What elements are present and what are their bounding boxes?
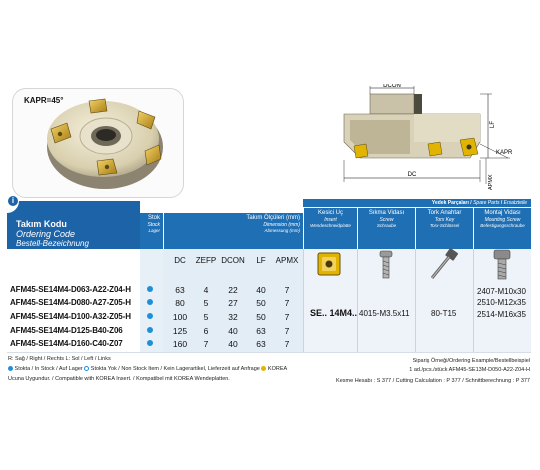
cell-lf: 50 (256, 312, 266, 322)
in-stock-dot (147, 340, 153, 346)
cell-dcon: 40 (228, 339, 238, 349)
divider (415, 249, 416, 352)
cell-apmx: 7 (284, 312, 290, 322)
insert-header: Kesici Uç Insert Wendeschneidplatte (303, 208, 357, 249)
cell-apmx: 7 (284, 326, 290, 336)
cell-apmx: 7 (284, 298, 290, 308)
table-bottom-line (7, 352, 531, 353)
in-stock-dot (147, 327, 153, 333)
cell-zefp: 5 (203, 312, 209, 322)
non-stock-legend-icon (84, 366, 89, 371)
col-dcon: DCON (221, 256, 245, 265)
cutter-technical-drawing (330, 84, 530, 196)
cell-apmx: 7 (284, 285, 290, 295)
ordering-example-label: Sipariş Örneği/Ordering Example/Bestellbeispiel (412, 358, 530, 364)
mounting-screw-code: 2514-M16x35 (477, 310, 526, 319)
cell-lf: 63 (256, 339, 266, 349)
kapr-label: KAPR (496, 150, 513, 156)
divider (357, 249, 358, 352)
korea-insert-icon (261, 366, 266, 371)
footer-compatibility: Ucuna Uygundur. / Compatible with KOREA Insert. / Kompatibel mit KOREA Wendeplatten. (8, 376, 230, 382)
cutting-calculation: Kesme Hesabı : S 377 / Cutting Calculation : P 377 / Schnittberechnung : P 377 (336, 378, 530, 384)
dcon-label: DCON (383, 84, 401, 89)
cell-dcon: 27 (228, 298, 238, 308)
cell-dcon: 32 (228, 312, 238, 322)
cell-apmx: 7 (284, 339, 290, 349)
lf-label: LF (490, 120, 496, 128)
cell-lf: 50 (256, 298, 266, 308)
torx-key-code: 80-T15 (431, 309, 457, 318)
in-stock-dot (147, 286, 153, 292)
col-apmx: APMX (275, 256, 299, 265)
cell-dcon: 22 (228, 285, 238, 295)
in-stock-dot (147, 313, 153, 319)
insert-code: SE.. 14M4.. (310, 308, 358, 318)
info-icon: i (8, 196, 18, 206)
stock-header: Stok Stock Lager (140, 213, 163, 249)
screw-header: Sıkma Vidası Screw Schraube (357, 208, 415, 249)
kapr-angle-label: KAPR=45° (24, 96, 64, 105)
footer-legend-stock: Stokta / In Stock / Auf Lager Stokta Yok / Non Stock Item / Kein Lagerartikel, Lieferzeit auf Anfrage KOREA (8, 366, 287, 372)
ordering-code: AFM45-SE14M4-D080-A27-Z05-H (10, 298, 131, 307)
milling-cutter-photo (13, 89, 184, 198)
screw-code: 4015-M3.5x11 (359, 309, 410, 318)
cell-dc: 160 (172, 339, 188, 349)
cell-dc: 80 (175, 298, 185, 308)
col-dc: DC (174, 256, 186, 265)
ordering-code-header (7, 201, 140, 249)
cell-lf: 63 (256, 326, 266, 336)
cell-dcon: 40 (228, 326, 238, 336)
cell-zefp: 4 (203, 285, 209, 295)
col-lf: LF (256, 256, 266, 265)
cell-dc: 100 (172, 312, 188, 322)
torx-key-header: Tork Anahtar Torx Key Torx-Schlüssel (415, 208, 473, 249)
mounting-screw-icon (491, 249, 513, 281)
col-zefp: ZEFP (195, 256, 217, 265)
in-stock-legend-icon (8, 366, 13, 371)
cell-zefp: 7 (203, 339, 209, 349)
mounting-screw-code: 2510-M12x35 (477, 298, 526, 307)
cell-zefp: 6 (203, 326, 209, 336)
ordering-code: AFM45-SE14M4-D160-C40-Z07 (10, 339, 123, 348)
screw-icon (376, 250, 396, 280)
dc-label: DC (407, 172, 417, 178)
ordering-code: AFM45-SE14M4-D100-A32-Z05-H (10, 312, 131, 321)
ordering-code-de: Bestell-Bezeichnung (16, 239, 89, 248)
divider (473, 249, 474, 352)
insert-icon (315, 250, 345, 278)
ordering-code-tr: Takım Kodu (16, 219, 67, 229)
ordering-code: AFM45-SE14M4-D125-B40-Z06 (10, 326, 123, 335)
cell-dc: 63 (175, 285, 185, 295)
mounting-screw-code: 2407-M10x30 (477, 287, 526, 296)
divider (303, 249, 304, 352)
ordering-code: AFM45-SE14M4-D063-A22-Z04-H (10, 285, 131, 294)
spare-parts-bar: Yedek Parçaları / Spare Parts / Ersatzteile (303, 199, 531, 207)
cell-dc: 125 (172, 326, 188, 336)
footer-legend-hand: R: Sağ / Right / Rechts L: Sol / Left / Links (8, 356, 111, 362)
cell-zefp: 5 (203, 298, 209, 308)
ordering-code-en: Ordering Code (16, 229, 76, 239)
ordering-example-value: 1 ad./pcs./stück AFM45-SE13M-D050-A22-Z04-H (409, 367, 530, 373)
dimensions-header: Takım Ölçüleri (mm) Dimension (mm) Abmessung (mm) (163, 213, 303, 249)
in-stock-dot (147, 299, 153, 305)
torx-key-icon (427, 248, 461, 282)
apmx-label: APMX (488, 174, 494, 190)
cell-lf: 40 (256, 285, 266, 295)
mounting-screw-header: Montaj Vidası Mounting Screw Befestigungsschraube (473, 208, 531, 249)
